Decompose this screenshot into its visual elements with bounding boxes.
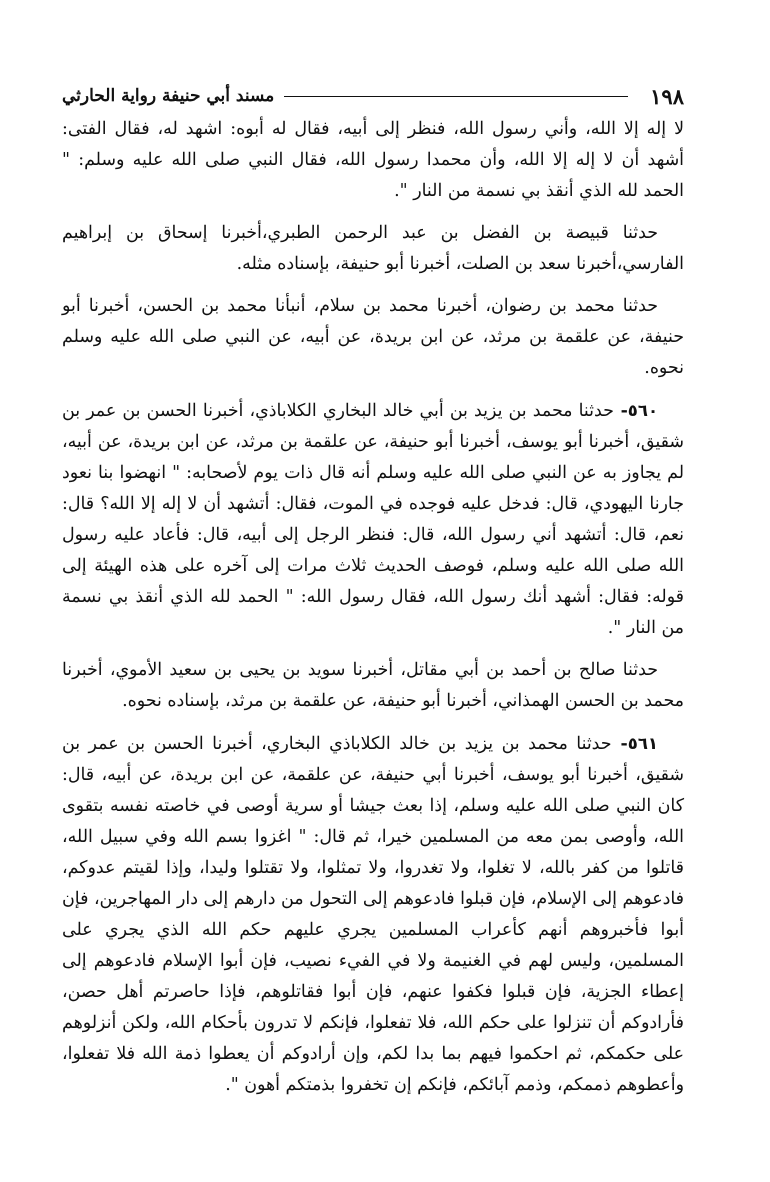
paragraph-chain-salih — [62, 655, 684, 717]
paragraph-text: حدثنا صالح بن أحمد بن أبي مقاتل، أخبرنا سويد بن يحيى بن سعيد الأموي، أخبرنا محمد بن الحسن الهمذاني، أخبرنا أبو حنيفة، عن علقمة بن مرثد، بإسناده نحوه. — [62, 660, 684, 711]
page-header — [62, 82, 684, 110]
hadith-number: ٥٦١ — [627, 734, 658, 753]
running-title: مسند أبي حنيفة رواية الحارثي — [62, 86, 275, 106]
paragraph-text: لا إله إلا الله، وأني رسول الله، فنظر إلى أبيه، فقال له أبوه: اشهد له، فقال الفتى: أشهد أن لا إله إلا الله، وأن محمدا رسول الله، فقال النبي صلى الله عليه وسلم: " الحمد لله الذي أنقذ بي نسمة من النار ". — [62, 119, 684, 201]
hadith-dash: - — [611, 734, 628, 754]
paragraph-text: حدثنا قبيصة بن الفضل بن عبد الرحمن الطبري،أخبرنا إسحاق بن إبراهيم الفارسي،أخبرنا سعد بن الصلت، أخبرنا أبو حنيفة، بإسناده مثله. — [62, 223, 684, 274]
hadith-561 — [62, 728, 684, 1101]
hadith-number: ٥٦٠ — [627, 401, 659, 420]
page-number: ١٩٨ — [650, 83, 684, 109]
header-rule — [284, 96, 628, 97]
paragraph-text: حدثنا محمد بن يزيد بن خالد الكلاباذي البخاري، أخبرنا الحسن بن عمر بن شقيق، أخبرنا أبو يوسف، أخبرنا أبي حنيفة، عن علقمة، عن ابن بريدة، عن أبيه، قال: كان النبي صلى الله عليه وسلم، إذا بعث جيشا أو سرية أوصى في خاصته نفسه بتقوى الله، وأوصى بمن معه من المسلمين خيرا، ثم قال: " اغزوا بسم الله وفي سبيل الله، قاتلوا من كفر بالله، لا تغلوا، ولا تغدروا، ولا تمثلوا، ولا تقتلوا وليدا، وإذا لقيتم عدوكم، فادعوهم إلى الإسلام، فإن قبلوا فادعوهم إلى التحول من دارهم إلى دار المهاجرين، فإن أبوا فأخبروهم أنهم كأعراب المسلمين يجري عليهم حكم الله الذي يجري على المسلمين، وليس لهم في الغنيمة ولا في الفيء نصيب، فإن أبوا الإسلام فادعوهم إلى إعطاء الجزية، فإن قبلوا فكفوا عنهم، فإن أبوا فقاتلوهم، فإذا حاصرتم أهل حصن، فأرادوكم أن تنزلوا على حكم الله، فلا تفعلوا، فإنكم لا تدرون بأحكام الله، ولكن أنزلوهم على حكمكم، ثم احكموا فيهم بما بدا لكم، وإن أرادوكم أن يعطوا ذمة الله فلا تفعلوا، وأعطوهم ذممكم، وذمم آبائكم، فإنكم إن تخفروا بذمتكم أهون ". — [62, 734, 684, 1095]
paragraph-chain-qabisa — [62, 218, 684, 280]
paragraph-text: حدثنا محمد بن يزيد بن أبي خالد البخاري الكلاباذي، أخبرنا الحسن بن عمر بن شقيق، أخبرنا أبو يوسف، أخبرنا أبو حنيفة، عن علقمة بن مرثد، عن ابن بريدة، عن أبيه، لم يجاوز به عن النبي صلى الله عليه وسلم أنه قال ذات يوم لأصحابه: " انهضوا بنا نعود جارنا اليهودي، قال: فدخل عليه فوجده في الموت، فقال: أتشهد أن لا إله إلا الله؟ قال: نعم، قال: أتشهد أني رسول الله، قال: فنظر الرجل إلى أبيه، قال: فأعاد عليه رسول الله صلى الله عليه وسلم، فوصف الحديث ثلاث مرات إلى آخره على هذه الهيئة إلى قوله: فقال: أشهد أنك رسول الله، فقال رسول الله: " الحمد لله الذي أنقذ بي نسمة من النار ". — [62, 401, 684, 638]
book-page — [62, 82, 684, 1112]
paragraph-text: حدثنا محمد بن رضوان، أخبرنا محمد بن سلام، أنبأنا محمد بن الحسن، أخبرنا أبو حنيفة، عن علقمة بن مرثد، عن ابن بريدة، عن أبيه، عن النبي صلى الله عليه وسلم نحوه. — [62, 296, 684, 378]
paragraph-chain-ridwan — [62, 291, 684, 384]
hadith-dash: - — [613, 401, 628, 421]
paragraph-continuation — [62, 114, 684, 207]
hadith-560 — [62, 395, 684, 644]
